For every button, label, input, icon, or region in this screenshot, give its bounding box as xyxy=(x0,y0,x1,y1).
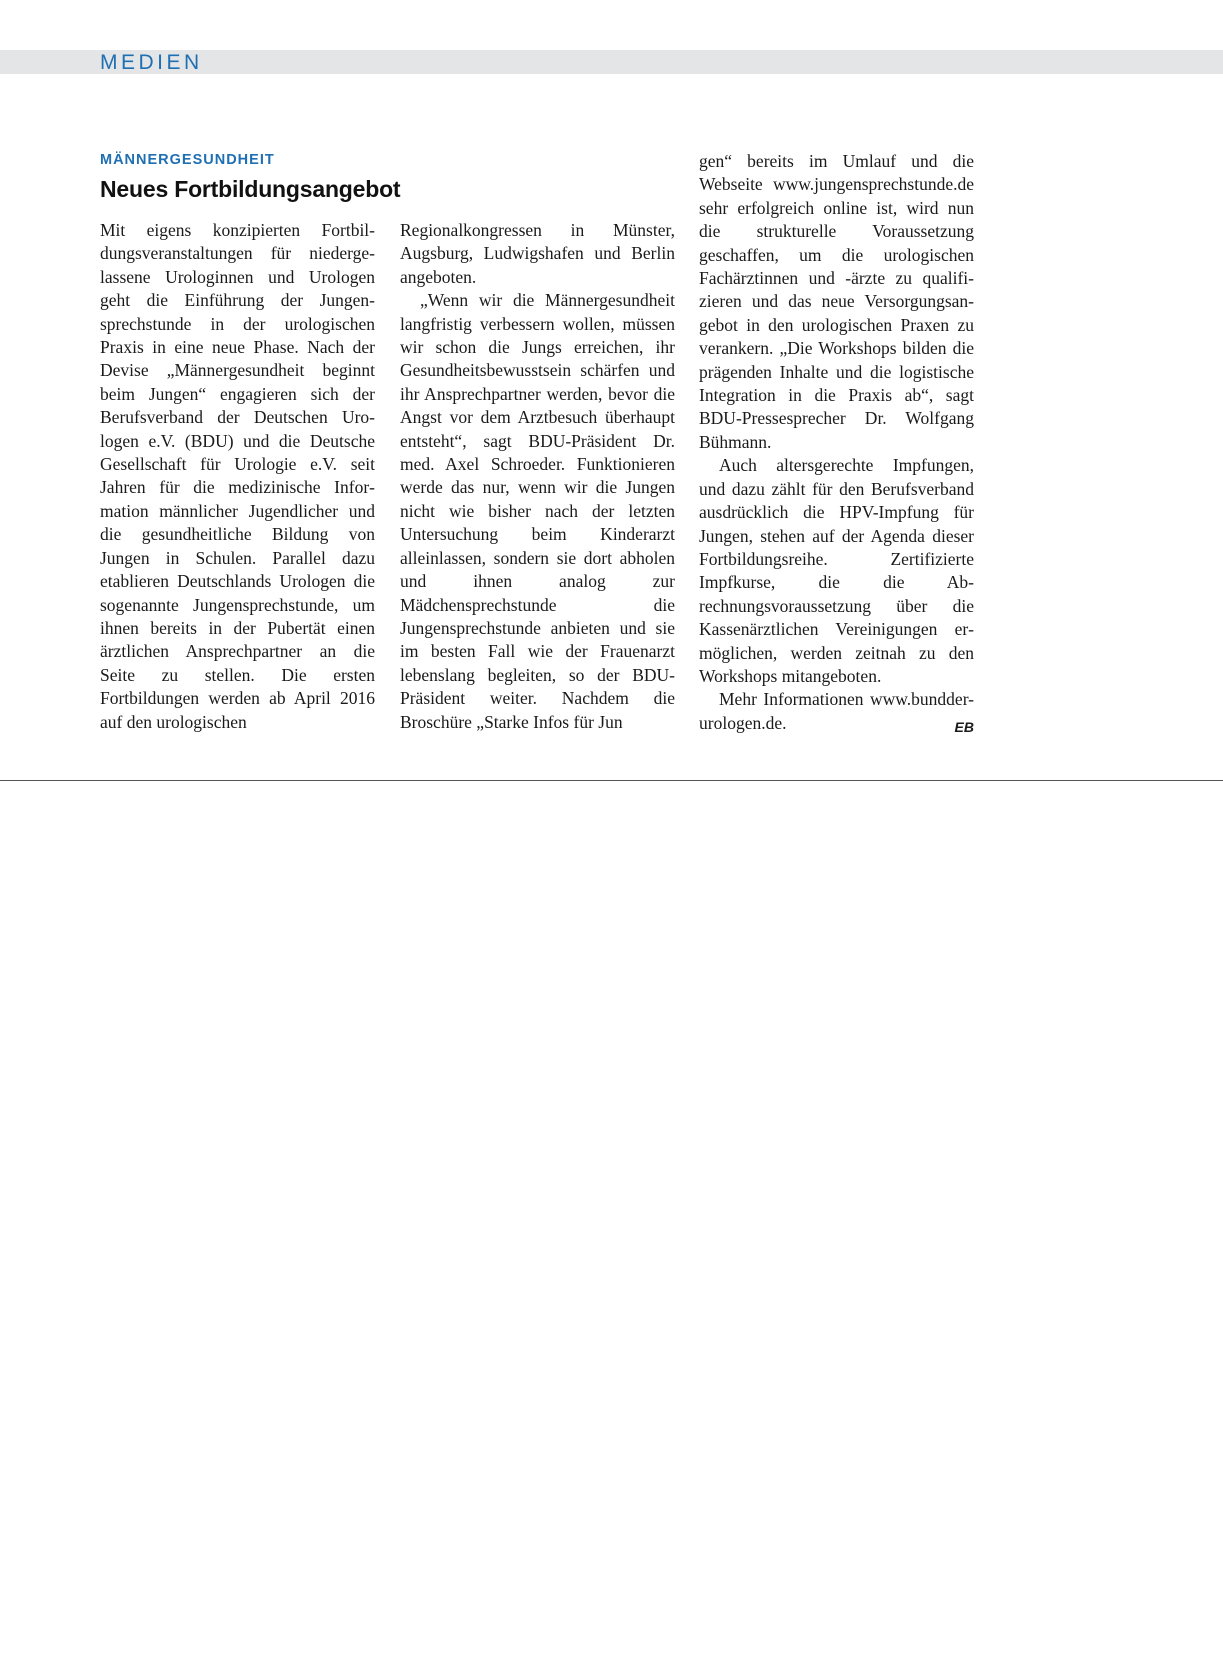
text-column-2 xyxy=(400,219,675,734)
bottom-rule xyxy=(0,780,1223,781)
paragraph-4 xyxy=(699,688,974,735)
article-kicker: MÄNNERGESUNDHEIT xyxy=(100,152,275,168)
paragraph-2b-text: gen“ bereits im Umlauf und die Webseite www.jungensprechstunde.de sehr erfolgreich online ist, wird nun die strukturelle Voraussetzung geschaffen, um die urologischen Fachärztinnen und -ärzte zu qualifizieren und das neue Versorgungsangebot in den urologischen Praxen zu verankern. „Die Workshops bilden die prägenden Inhalte und die logistische Integration in die Praxis ab“, sagt BDU-Pressesprecher Dr. Wolfgang Bühmann. xyxy=(699,151,974,452)
text-column-1 xyxy=(100,219,375,734)
paragraph-1a xyxy=(100,219,375,734)
paragraph-2a xyxy=(400,289,675,734)
paragraph-2b xyxy=(699,150,974,454)
paragraph-1b-text: Regionalkongressen in Münster, Augsburg, Ludwigshafen und Berlin angeboten. xyxy=(400,220,675,287)
paragraph-1b xyxy=(400,219,675,289)
paragraph-4-text: Mehr Informationen www.bundder-urologen.de. xyxy=(699,689,974,733)
article-title: Neues Fortbildungsangebot xyxy=(100,176,401,202)
author-initials: EB xyxy=(954,718,974,735)
section-label: MEDIEN xyxy=(100,51,203,74)
text-column-3 xyxy=(699,150,974,739)
paragraph-1a-text: Mit eigens konzipierten Fortbildungsveranstaltungen für niedergelassene Urologinnen und Urologen geht die Einführung der Jungensprechstunde in der urologischen Praxis in eine neue Phase. Nach der Devise „Männergesundheit beginnt beim Jungen“ engagieren sich der Berufsverband der Deutschen Urologen e.V. (BDU) und die Deutsche Gesellschaft für Urologie e.V. seit Jahren für die medizinische Information männlicher Jugendlicher und die gesundheitliche Bildung von Jungen in Schulen. Parallel dazu etablieren Deutschlands Urologen die sogenannte Jungensprechstunde, um ihnen bereits in der Pubertät einen ärztlichen Ansprechpartner an die Seite zu stellen. Die ersten Fortbildungen werden ab April 2016 auf den urologischen xyxy=(100,220,375,732)
paragraph-3: Auch altersgerechte Impfungen, und dazu zählt für den Berufsverband ausdrücklich die HPV-Impfung für Jungen, stehen auf der Agenda dieser Fortbildungsreihe. Zertifizierte Impfkurse, die die Abrechnungsvoraussetzung über die Kassenärztlichen Vereinigungen ermöglichen, werden zeitnah zu den Workshops mitangeboten. xyxy=(699,455,974,686)
paragraph-2a-text: „Wenn wir die Männergesundheit langfristig verbessern wollen, müssen wir schon die Jungs erreichen, ihr Gesundheitsbewusstsein schärfen und ihr Ansprechpartner werden, bevor die Angst vor dem Arztbesuch überhaupt entsteht“, sagt BDU-Präsident Dr. med. Axel Schroeder. Funktionieren werde das nur, wenn wir die Jungen nicht wie bisher nach der letzten Untersuchung beim Kinderarzt alleinlassen, sondern sie dort abholen und ihnen analog zur Mädchensprechstunde die Jungensprechstunde anbieten und sie im besten Fall wie der Frauenarzt lebenslang begleiten, so der BDU-Präsident weiter. Nachdem die Broschüre „Starke Infos für Jun xyxy=(400,290,675,732)
